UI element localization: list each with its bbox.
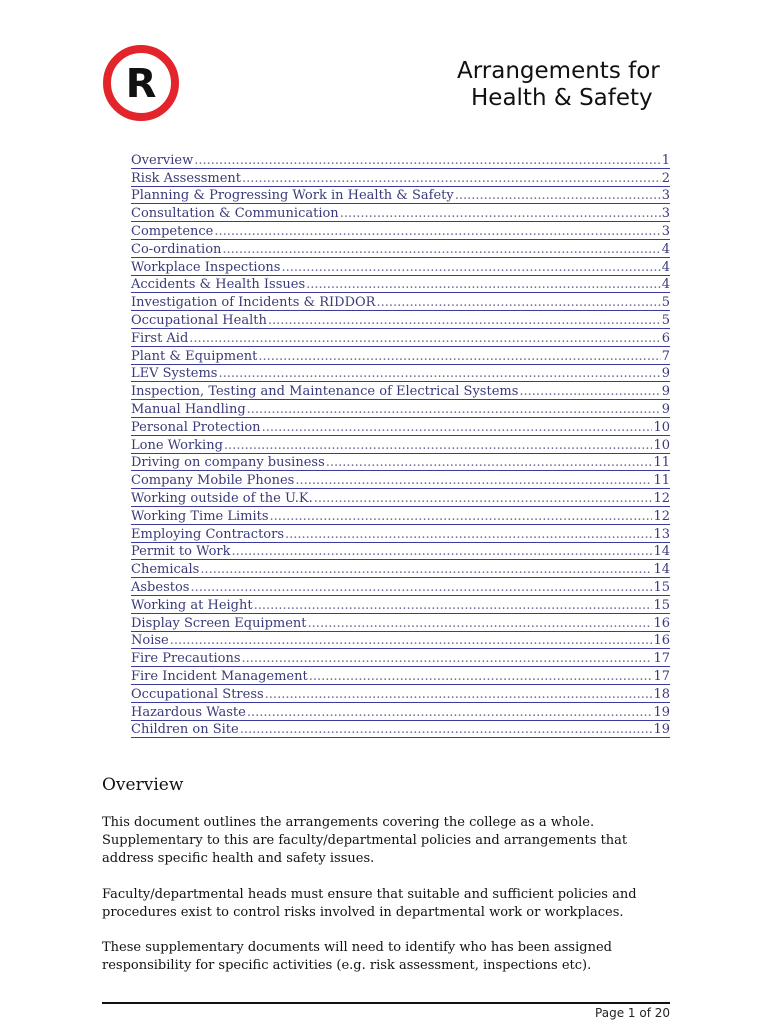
toc-dot-leader xyxy=(194,153,660,168)
toc-link[interactable] xyxy=(131,454,670,472)
toc-link[interactable] xyxy=(131,329,670,347)
toc-entry-label: Permit to Work xyxy=(131,544,231,560)
toc-entry-label: Risk Assessment xyxy=(131,170,242,186)
toc-entry-page-number: 13 xyxy=(653,526,670,542)
toc-link[interactable] xyxy=(131,276,670,294)
toc-entry-page-number: 15 xyxy=(653,597,670,613)
toc-dot-leader xyxy=(258,349,660,364)
toc-entry-page-number: 5 xyxy=(661,295,670,311)
toc-entry-page-number: 9 xyxy=(661,366,670,382)
toc-link[interactable] xyxy=(131,258,670,276)
toc-dot-leader xyxy=(232,544,653,559)
title-line-2: Health & Safety xyxy=(471,85,653,111)
toc-dot-leader xyxy=(224,438,653,453)
toc-dot-leader xyxy=(314,491,653,506)
toc-entry-label: Personal Protection xyxy=(131,419,261,435)
toc-link[interactable] xyxy=(131,400,670,418)
overview-paragraph-3: These supplementary documents will need to identify who has been assigned responsibility for specific activities (e.g. risk assessment, inspections etc). xyxy=(102,940,612,973)
toc-dot-leader xyxy=(222,242,660,257)
toc-dot-leader xyxy=(326,455,653,470)
toc-link[interactable] xyxy=(131,151,670,169)
toc-link[interactable] xyxy=(131,578,670,596)
toc-dot-leader xyxy=(190,580,652,595)
toc-entry-label: Lone Working xyxy=(131,437,223,453)
toc-dot-leader xyxy=(170,633,653,648)
toc-dot-leader xyxy=(309,669,653,684)
toc-dot-leader xyxy=(308,616,653,631)
toc-entry-label: Fire Incident Management xyxy=(131,668,308,684)
toc-dot-leader xyxy=(519,384,660,399)
toc-entry-page-number: 4 xyxy=(661,241,670,257)
toc-entry-label: Display Screen Equipment xyxy=(131,615,307,631)
toc-entry-label: Chemicals xyxy=(131,562,200,578)
toc-dot-leader xyxy=(262,420,653,435)
toc-dot-leader xyxy=(247,705,653,720)
table-of-contents xyxy=(131,151,670,738)
toc-entry-label: Manual Handling xyxy=(131,401,246,417)
toc-entry-label: Planning & Progressing Work in Health & Safety xyxy=(131,188,454,204)
toc-link[interactable] xyxy=(131,507,670,525)
toc-link[interactable] xyxy=(131,471,670,489)
toc-dot-leader xyxy=(254,598,653,613)
logo-r-icon xyxy=(102,44,180,122)
toc-dot-leader xyxy=(281,260,660,275)
title-line-1: Arrangements for xyxy=(457,58,660,84)
toc-entry-label: Company Mobile Phones xyxy=(131,473,295,489)
toc-link[interactable] xyxy=(131,204,670,222)
toc-entry-page-number: 3 xyxy=(661,188,670,204)
toc-entry-page-number: 12 xyxy=(653,508,670,524)
toc-dot-leader xyxy=(242,171,661,186)
toc-link[interactable] xyxy=(131,436,670,454)
toc-entry-label: First Aid xyxy=(131,330,189,346)
toc-link[interactable] xyxy=(131,169,670,187)
toc-dot-leader xyxy=(247,402,661,417)
toc-dot-leader xyxy=(240,722,653,737)
toc-entry-page-number: 3 xyxy=(661,206,670,222)
toc-entry-label: Children on Site xyxy=(131,722,239,738)
toc-entry-page-number: 19 xyxy=(653,722,670,738)
page-number: Page 1 of 20 xyxy=(595,1006,670,1020)
overview-heading: Overview xyxy=(102,775,184,795)
toc-dot-leader xyxy=(242,651,653,666)
toc-entry-page-number: 5 xyxy=(661,312,670,328)
toc-entry-label: Working outside of the U.K. xyxy=(131,490,313,506)
toc-entry-page-number: 12 xyxy=(653,490,670,506)
toc-entry-page-number: 4 xyxy=(661,259,670,275)
toc-entry-label: Occupational Health xyxy=(131,312,267,328)
toc-link[interactable] xyxy=(131,382,670,400)
toc-entry-page-number: 11 xyxy=(653,455,670,471)
toc-entry-label: Driving on company business xyxy=(131,455,325,471)
toc-entry-label: Co-ordination xyxy=(131,241,222,257)
toc-entry-label: Working at Height xyxy=(131,597,253,613)
toc-dot-leader xyxy=(340,206,661,221)
toc-link[interactable] xyxy=(131,649,670,667)
toc-entry-label: Workplace Inspections xyxy=(131,259,281,275)
toc-link[interactable] xyxy=(131,418,670,436)
toc-link[interactable] xyxy=(131,311,670,329)
toc-entry-page-number: 11 xyxy=(653,473,670,489)
company-logo xyxy=(102,44,180,122)
toc-entry-label: Overview xyxy=(131,152,194,168)
toc-entry-page-number: 4 xyxy=(661,277,670,293)
toc-link[interactable] xyxy=(131,667,670,685)
toc-entry-page-number: 7 xyxy=(661,348,670,364)
toc-link[interactable] xyxy=(131,187,670,205)
toc-entry-label: Hazardous Waste xyxy=(131,704,246,720)
toc-dot-leader xyxy=(265,687,653,702)
toc-entry-page-number: 6 xyxy=(661,330,670,346)
toc-link[interactable] xyxy=(131,222,670,240)
toc-dot-leader xyxy=(200,562,652,577)
logo-letter: R xyxy=(125,61,157,107)
toc-link[interactable] xyxy=(131,596,670,614)
toc-entry-page-number: 9 xyxy=(661,401,670,417)
toc-dot-leader xyxy=(270,509,653,524)
toc-dot-leader xyxy=(214,224,660,239)
toc-dot-leader xyxy=(189,331,660,346)
toc-entry-page-number: 18 xyxy=(653,686,670,702)
toc-link[interactable] xyxy=(131,632,670,650)
toc-entry-page-number: 1 xyxy=(661,152,670,168)
toc-entry-label: Inspection, Testing and Maintenance of Electrical Systems xyxy=(131,384,519,400)
toc-link[interactable] xyxy=(131,347,670,365)
toc-entry-label: Noise xyxy=(131,633,169,649)
document-title xyxy=(400,58,720,112)
toc-entry-page-number: 16 xyxy=(653,615,670,631)
toc-dot-leader xyxy=(268,313,661,328)
toc-entry-page-number: 19 xyxy=(653,704,670,720)
toc-entry-label: Competence xyxy=(131,223,214,239)
toc-entry-page-number: 14 xyxy=(653,562,670,578)
toc-link[interactable] xyxy=(131,293,670,311)
toc-link[interactable] xyxy=(131,685,670,703)
overview-paragraph-1: This document outlines the arrangements covering the college as a whole. Supplementary to this are faculty/departmental policies and arrangements that address specific health and safety issues. xyxy=(102,815,628,866)
toc-entry-label: Accidents & Health Issues xyxy=(131,277,306,293)
toc-entry-label: Plant & Equipment xyxy=(131,348,258,364)
toc-entry-label: Asbestos xyxy=(131,579,190,595)
toc-entry-page-number: 17 xyxy=(653,668,670,684)
toc-link[interactable] xyxy=(131,525,670,543)
toc-entry-label: LEV Systems xyxy=(131,366,218,382)
toc-link[interactable] xyxy=(131,543,670,561)
toc-entry-page-number: 10 xyxy=(653,419,670,435)
toc-dot-leader xyxy=(306,277,661,292)
toc-entry-label: Working Time Limits xyxy=(131,508,269,524)
toc-entry-label: Fire Precautions xyxy=(131,651,241,667)
toc-entry-page-number: 2 xyxy=(661,170,670,186)
toc-entry-page-number: 17 xyxy=(653,651,670,667)
toc-link[interactable] xyxy=(131,703,670,721)
toc-link[interactable] xyxy=(131,489,670,507)
toc-entry-page-number: 3 xyxy=(661,223,670,239)
toc-link[interactable] xyxy=(131,365,670,383)
overview-paragraph-2: Faculty/departmental heads must ensure that suitable and sufficient policies and procedures exist to control risks involved in departmental work or workplaces. xyxy=(102,887,637,920)
toc-entry-label: Employing Contractors xyxy=(131,526,285,542)
toc-dot-leader xyxy=(218,366,660,381)
toc-entry-page-number: 10 xyxy=(653,437,670,453)
toc-entry-page-number: 14 xyxy=(653,544,670,560)
toc-entry-page-number: 9 xyxy=(661,384,670,400)
toc-entry-page-number: 15 xyxy=(653,579,670,595)
toc-link[interactable] xyxy=(131,721,670,739)
toc-link[interactable] xyxy=(131,240,670,258)
toc-entry-label: Consultation & Communication xyxy=(131,206,339,222)
footer-divider xyxy=(102,1002,670,1004)
toc-entry-label: Occupational Stress xyxy=(131,686,264,702)
toc-entry-page-number: 16 xyxy=(653,633,670,649)
toc-dot-leader xyxy=(285,527,652,542)
toc-dot-leader xyxy=(295,473,652,488)
toc-dot-leader xyxy=(455,188,661,203)
toc-link[interactable] xyxy=(131,560,670,578)
toc-link[interactable] xyxy=(131,614,670,632)
toc-dot-leader xyxy=(376,295,660,310)
toc-entry-label: Investigation of Incidents & RIDDOR xyxy=(131,295,376,311)
